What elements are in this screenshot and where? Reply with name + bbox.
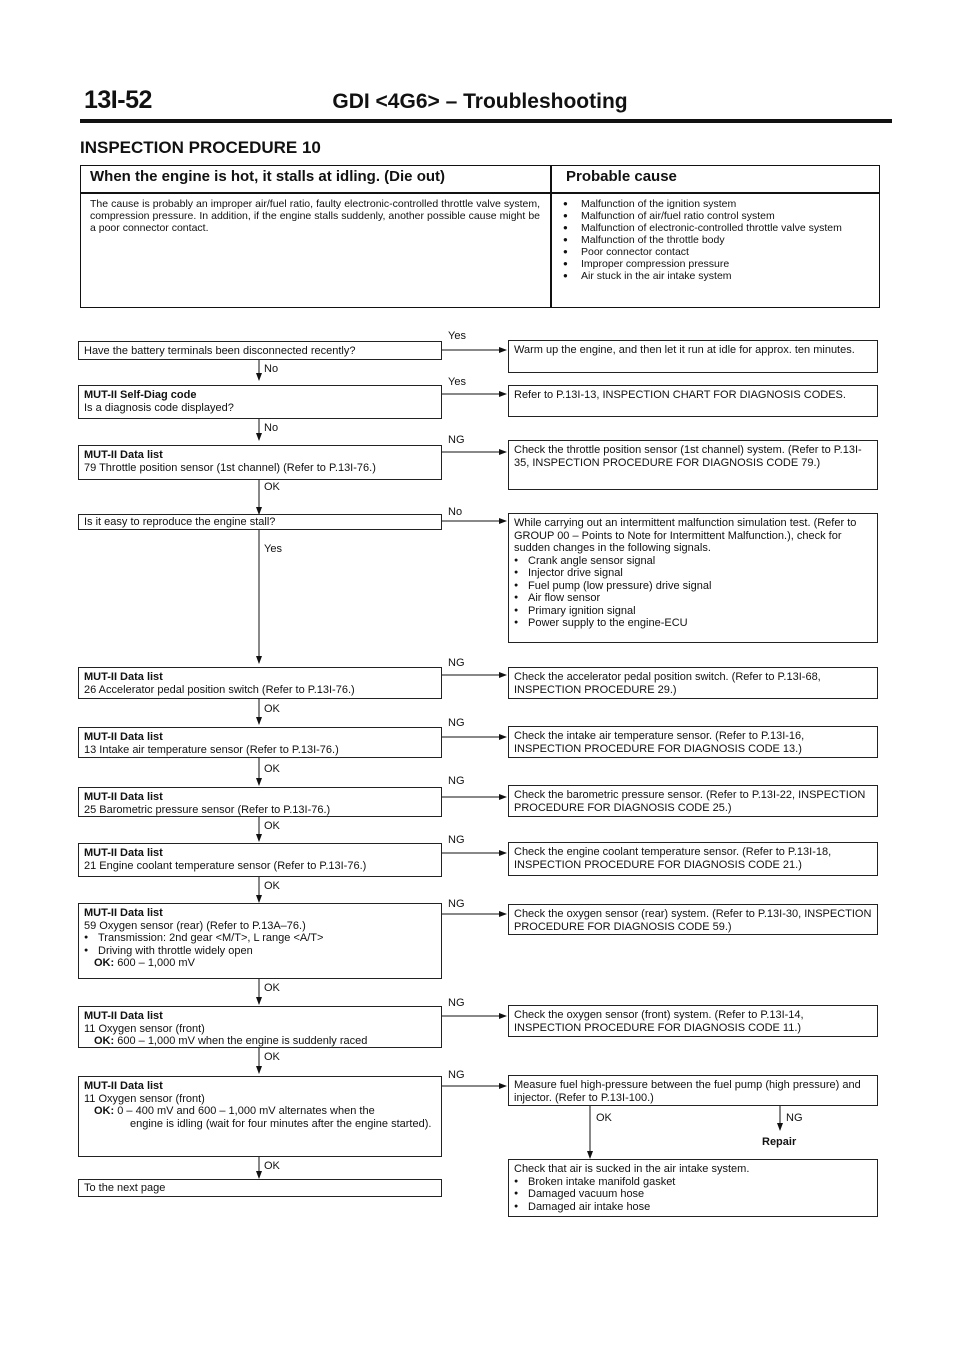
step-coolant-temp xyxy=(78,843,442,877)
branch-label: NG xyxy=(448,898,465,910)
action-text: Check the accelerator pedal position switch. (Refer to P.13I-68, INSPECTION PROCEDURE 29.) xyxy=(514,671,821,696)
ok-label: OK: xyxy=(94,1105,115,1117)
signal-item: ● Primary ignition signal xyxy=(514,605,872,618)
step-intake-air-temp xyxy=(78,727,442,758)
symptom-description: The cause is probably an improper air/fuel ratio, faulty electronic-controlled throttle valve system, compression pressure. In addition, if the engine stalls suddenly, another possible cause might be a poor connector contact. xyxy=(90,198,540,234)
air-leak-list xyxy=(514,1176,872,1214)
ok-value: 0 – 400 mV and 600 – 1,000 mV alternates when the xyxy=(117,1105,375,1117)
branch-label: NG xyxy=(448,775,465,787)
next-label: OK xyxy=(264,982,280,994)
action-text: Check that air is sucked in the air intake system. xyxy=(514,1163,750,1175)
condition-item: ● Transmission: 2nd gear <M/T>, L range <A/T> xyxy=(84,932,436,945)
ok-value: 600 – 1,000 mV xyxy=(117,957,195,969)
next-label: No xyxy=(264,363,279,375)
cause-item: ● Malfunction of electronic-controlled throttle valve system xyxy=(563,222,875,234)
action-oxygen-rear-check xyxy=(508,904,878,935)
step-title: MUT-II Data list xyxy=(84,791,163,803)
next-label: Yes xyxy=(264,543,282,555)
air-leak-item: ● Damaged vacuum hose xyxy=(514,1188,872,1201)
condition-list xyxy=(84,932,436,957)
action-barometric-check xyxy=(508,785,878,817)
next-page-text: To the next page xyxy=(84,1182,166,1194)
sub-ok-label: OK xyxy=(596,1112,612,1124)
step-battery-check xyxy=(78,341,442,360)
step-title: MUT-II Data list xyxy=(84,671,163,683)
action-text: Warm up the engine, and then let it run at idle for approx. ten minutes. xyxy=(514,344,855,356)
action-text: While carrying out an intermittent malfunction simulation test. (Refer to GROUP 00 – Points to Note for Intermittent Malfunction.), check for sudden changes in the following signals. xyxy=(514,517,857,554)
next-label: OK xyxy=(264,703,280,715)
step-title: MUT-II Data list xyxy=(84,907,163,919)
branch-label: NG xyxy=(448,717,465,729)
step-text: 26 Accelerator pedal position switch (Refer to P.13I-76.) xyxy=(84,683,355,696)
branch-label: Yes xyxy=(448,376,466,388)
step-self-diag xyxy=(78,385,442,419)
step-reproduce-stall xyxy=(78,514,442,530)
cause-item: ● Air stuck in the air intake system xyxy=(563,270,875,282)
next-page-box xyxy=(78,1179,442,1197)
next-label: No xyxy=(264,422,279,434)
signal-item: ● Crank angle sensor signal xyxy=(514,555,872,568)
repair-label: Repair xyxy=(762,1136,797,1148)
next-label: OK xyxy=(264,820,280,832)
step-title: MUT-II Data list xyxy=(84,449,163,461)
action-throttle-check xyxy=(508,440,878,490)
step-text: 21 Engine coolant temperature sensor (Refer to P.13I-76.) xyxy=(84,859,367,872)
next-label: OK xyxy=(264,763,280,775)
step-oxygen-front-idle xyxy=(78,1076,442,1157)
ok-criteria xyxy=(84,1035,436,1048)
step-throttle-position xyxy=(78,445,442,480)
action-coolant-check xyxy=(508,842,878,876)
cause-item: ● Malfunction of the throttle body xyxy=(563,234,875,246)
step-title: MUT-II Data list xyxy=(84,847,163,859)
branch-label: No xyxy=(448,506,463,518)
action-text: Check the intake air temperature sensor. (Refer to P.13I-16, INSPECTION PROCEDURE FOR DIAGNOSIS CODE 13.) xyxy=(514,730,805,755)
action-text: Check the oxygen sensor (front) system. (Refer to P.13I-14, INSPECTION PROCEDURE FOR DIAGNOSIS CODE 11.) xyxy=(514,1009,804,1034)
branch-label: NG xyxy=(448,834,465,846)
action-text: Check the throttle position sensor (1st channel) system. (Refer to P.13I-35, INSPECTION PROCEDURE FOR DIAGNOSIS CODE 79.) xyxy=(514,444,862,469)
step-title: MUT-II Self-Diag code xyxy=(84,389,197,401)
cause-item: ● Poor connector contact xyxy=(563,246,875,258)
ok-label: OK: xyxy=(94,957,115,969)
next-label: OK xyxy=(264,1051,280,1063)
action-intake-air-check xyxy=(508,726,878,758)
action-air-intake-check xyxy=(508,1159,878,1217)
air-leak-item: ● Broken intake manifold gasket xyxy=(514,1176,872,1189)
ok-criteria xyxy=(84,957,436,970)
action-accelerator-check xyxy=(508,667,878,699)
procedure-title: INSPECTION PROCEDURE 10 xyxy=(80,138,321,157)
page-title: GDI <4G6> – Troubleshooting xyxy=(332,90,628,113)
cause-item: ● Improper compression pressure xyxy=(563,258,875,270)
branch-label: NG xyxy=(448,1069,465,1081)
cause-item: ● Malfunction of air/fuel ratio control system xyxy=(563,210,875,222)
step-text: Is a diagnosis code displayed? xyxy=(84,401,234,414)
step-barometric xyxy=(78,787,442,817)
signal-item: ● Air flow sensor xyxy=(514,592,872,605)
next-label: OK xyxy=(264,1160,280,1172)
step-oxygen-front-raced xyxy=(78,1006,442,1048)
step-text: Is it easy to reproduce the engine stall? xyxy=(84,516,276,528)
step-text: 13 Intake air temperature sensor (Refer to P.13I-76.) xyxy=(84,743,339,756)
branch-label: Yes xyxy=(448,330,466,342)
step-text: 25 Barometric pressure sensor (Refer to P.13I-76.) xyxy=(84,803,331,816)
action-text: Check the barometric pressure sensor. (Refer to P.13I-22, INSPECTION PROCEDURE FOR DIAGNOSIS CODE 25.) xyxy=(514,789,866,814)
sub-ng-label: NG xyxy=(786,1112,803,1124)
action-text: Refer to P.13I-13, INSPECTION CHART FOR DIAGNOSIS CODES. xyxy=(514,389,846,401)
air-leak-item: ● Damaged air intake hose xyxy=(514,1201,872,1214)
branch-label: NG xyxy=(448,434,465,446)
ok-label: OK: xyxy=(94,1035,115,1047)
step-title: MUT-II Data list xyxy=(84,1080,163,1092)
ok-criteria xyxy=(84,1105,436,1118)
step-title: MUT-II Data list xyxy=(84,731,163,743)
action-intermittent-test xyxy=(508,513,878,643)
symptom-heading: When the engine is hot, it stalls at idling. (Die out) xyxy=(90,168,446,185)
step-oxygen-rear xyxy=(78,903,442,979)
action-oxygen-front-check xyxy=(508,1005,878,1037)
probable-cause-heading: Probable cause xyxy=(566,168,677,185)
signal-item: ● Injector drive signal xyxy=(514,567,872,580)
branch-label: NG xyxy=(448,657,465,669)
ok-value-continued: engine is idling (wait for four minutes after the engine started). xyxy=(130,1117,432,1130)
step-text: Have the battery terminals been disconnected recently? xyxy=(84,345,356,357)
step-text: 59 Oxygen sensor (rear) (Refer to P.13A–76.) xyxy=(84,919,306,932)
step-text: 11 Oxygen sensor (front) xyxy=(84,1092,205,1105)
step-text: 79 Throttle position sensor (1st channel) (Refer to P.13I-76.) xyxy=(84,461,376,474)
signal-list xyxy=(514,555,872,630)
step-accelerator-pedal xyxy=(78,667,442,699)
action-warm-up xyxy=(508,340,878,373)
page-number: 13I-52 xyxy=(84,86,152,114)
ok-value: 600 – 1,000 mV when the engine is suddenly raced xyxy=(117,1035,368,1047)
condition-item: ● Driving with throttle widely open xyxy=(84,945,436,958)
signal-item: ● Power supply to the engine-ECU xyxy=(514,617,872,630)
next-label: OK xyxy=(264,880,280,892)
step-title: MUT-II Data list xyxy=(84,1010,163,1022)
next-label: OK xyxy=(264,481,280,493)
action-refer-chart xyxy=(508,385,878,417)
branch-label: NG xyxy=(448,997,465,1009)
action-fuel-pressure xyxy=(508,1075,878,1106)
step-text: 11 Oxygen sensor (front) xyxy=(84,1022,205,1035)
action-text: Check the oxygen sensor (rear) system. (Refer to P.13I-30, INSPECTION PROCEDURE FOR DIAGNOSIS CODE 59.) xyxy=(514,908,872,933)
signal-item: ● Fuel pump (low pressure) drive signal xyxy=(514,580,872,593)
action-text: Measure fuel high-pressure between the fuel pump (high pressure) and injector. (Refer to P.13I-100.) xyxy=(514,1079,861,1104)
action-text: Check the engine coolant temperature sensor. (Refer to P.13I-18, INSPECTION PROCEDURE FOR DIAGNOSIS CODE 21.) xyxy=(514,846,832,871)
cause-item: ● Malfunction of the ignition system xyxy=(563,198,875,210)
